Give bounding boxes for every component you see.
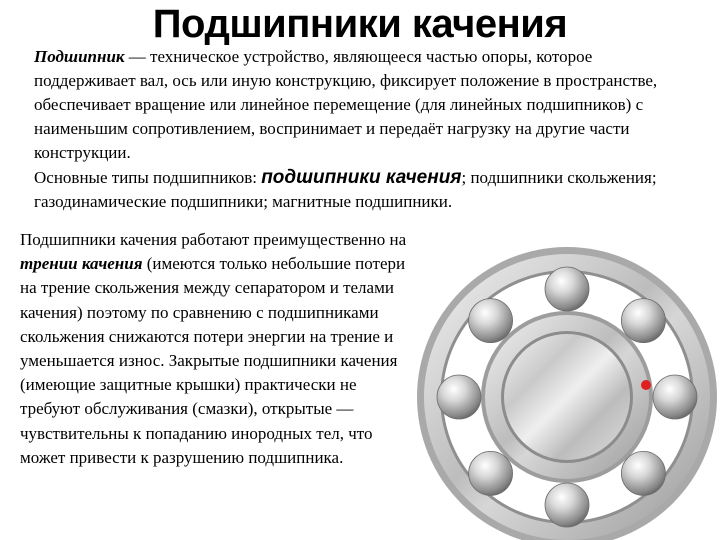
types-lead-text: Основные типы подшипников:	[34, 168, 262, 187]
types-highlight: подшипники качения	[261, 167, 462, 188]
bearing-ball	[621, 299, 665, 343]
definition-text: — техническое устройство, являющееся частью опоры, которое поддерживает вал, ось или иную конструкцию, фиксирует положение в пространстве, обеспечивает вращение или линейное перемещение (для линейных подшипников) с наименьшим сопротивлением, воспринимает и передаёт нагрузку на другие части конструкции.	[34, 47, 658, 162]
types-rest-text: ; подшипники скольжения; газодинамические подшипники; магнитные подшипники.	[34, 168, 657, 211]
marker-dot	[641, 380, 651, 390]
bearing-types-paragraph	[34, 166, 694, 214]
hub-face	[504, 334, 630, 460]
rolling-highlight: трении качения	[20, 254, 143, 274]
page-title: Подшипники качения	[152, 2, 568, 46]
ball-bearing-icon	[414, 234, 720, 540]
rolling-lead-text: Подшипники качения работают преимущественно на	[20, 230, 407, 249]
rolling-bearings-paragraph	[20, 228, 418, 470]
bearing-definition-paragraph	[34, 45, 694, 165]
bearing-ball	[469, 451, 513, 495]
term-bearing: Подшипник	[34, 47, 125, 66]
bearing-ball	[545, 267, 589, 311]
bearing-ball	[621, 451, 665, 495]
bearing-ball	[545, 483, 589, 527]
rolling-rest-text: (имеются только небольшие потери на трение скольжения между сепаратором и телами качения) поэтому по сравнению с подшипниками скольжения снижаются потери энергии на трение и уменьшается износ. Закрытые подшипники качения (имеющие защитные крышки) практически не требуют обслуживания (смазки), открытые — чувствительны к попаданию инородных тел, что может привести к разрушению подшипника.	[20, 254, 406, 467]
bearing-ball	[653, 375, 697, 419]
bearing-ball	[469, 299, 513, 343]
bearing-ball	[437, 375, 481, 419]
